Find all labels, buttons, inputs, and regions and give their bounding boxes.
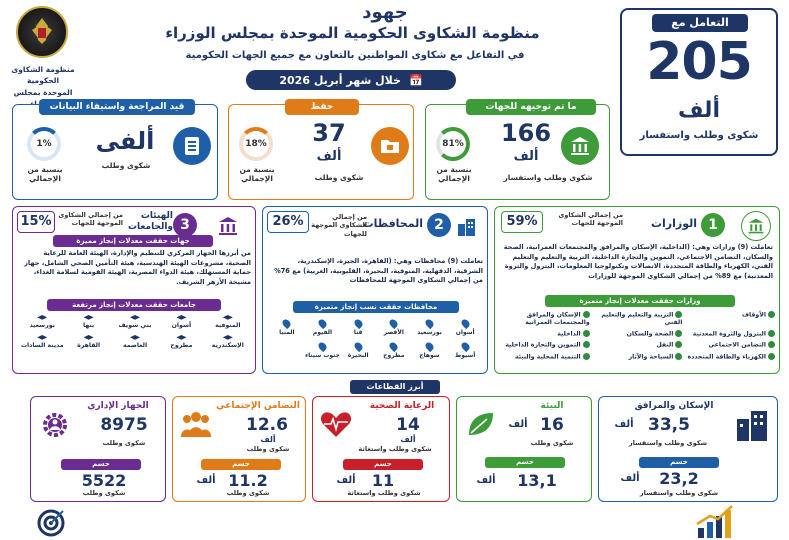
check-icon [583, 341, 590, 348]
logo-caption-line1: منظومة الشكاوى الحكومية [11, 65, 75, 86]
check-icon [768, 330, 775, 337]
ministries-percent: 59% [501, 211, 543, 233]
map-pin-icon [317, 341, 328, 352]
sector-housing-desc: شكوى وطلب واستفسار [628, 439, 708, 447]
sector-admin-name: الجهاز الإداري [87, 401, 149, 411]
map-pin-icon [353, 341, 364, 352]
check-icon [675, 353, 682, 360]
governorate-pin: مطروح [376, 342, 412, 359]
governorates-percent-label: من إجمالي الشكاوى الموجهة للجهات [311, 213, 367, 238]
directed-card [425, 104, 610, 200]
saved-label: شكوى وطلب [314, 173, 364, 182]
total-number: 205 [646, 32, 752, 92]
directed-unit: ألف [513, 149, 539, 164]
graduation-cap-icon [84, 315, 94, 321]
saved-card-head: حفظ [285, 99, 359, 115]
sector-health-resolved-unit: ألف [336, 475, 356, 486]
directed-card-head: ما تم توجيهه للجهات [466, 99, 596, 115]
university-item: بورسعيد [19, 315, 65, 329]
sector-environment-name: البيئة [540, 401, 564, 411]
bodies-percent-label: من إجمالي الشكاوى الموجهة للجهات [58, 211, 123, 228]
sector-housing-resolved-number: 23,2 [659, 469, 699, 488]
sector-health-resolved-label: حسم [343, 459, 423, 470]
governorate-pin: الأقصر [376, 319, 412, 336]
bodies-section [12, 206, 256, 374]
total-card [620, 8, 778, 156]
sector-health-number: 14 [396, 415, 420, 435]
map-pin-icon [460, 341, 471, 352]
page-subtitle: في التفاعل مع شكاوى المواطنين بالتعاون مع جميع الجهات الحكومية [185, 50, 525, 61]
bodies-paragraph: من أبرزها الجهاز المركزي للتنظيم والإدارة، الهيئة العامة للرعاية الصحية، مشروعات الهيئة الهندسية، هيئة التأمين الصحي الشامل، جهاز حماية المستهلك، هيئة الدواء المصرية، الهيئة القومية لسلامة الغذاء، مشيخة الأزهر الشريف. [24, 249, 251, 286]
governorates-percent: 26% [267, 211, 309, 233]
governorate-pin: بورسعيد [412, 319, 448, 336]
saved-percent-ring [239, 127, 273, 161]
check-icon [768, 353, 775, 360]
check-icon [675, 341, 682, 348]
map-pin-icon [424, 318, 435, 329]
sector-social-desc: شكوى وطلب [246, 445, 290, 453]
sector-admin [30, 396, 166, 502]
check-icon [675, 311, 682, 318]
check-item: الداخلية [501, 330, 590, 338]
graduation-cap-icon [37, 315, 47, 321]
saved-percent: 18% [245, 139, 267, 149]
sector-social-number: 12.6 [246, 415, 288, 435]
check-item: النقل [594, 341, 683, 349]
governorates-band: محافظات حققت نسب إنجاز متميزة [293, 301, 459, 313]
check-item: الإسكان والمرافق والمجتمعات العمرانية [525, 311, 590, 326]
university-item: العاصمة [112, 335, 158, 349]
sector-social-resolved-label: حسم [201, 459, 281, 470]
check-item: البترول والثروة المعدنية [686, 330, 775, 338]
check-icon [583, 353, 590, 360]
saved-percent-label: بنسبة من الإجمالي [239, 165, 275, 183]
sector-admin-resolved-label: حسم [61, 459, 141, 470]
university-item: أسوان [158, 315, 204, 329]
sector-admin-desc: شكوى وطلب [102, 439, 146, 447]
directed-number: 166 [500, 119, 552, 147]
government-seal-logo [16, 6, 68, 58]
sector-housing-name: الإسكان والمرافق [634, 401, 714, 411]
bodies-title-line1: الهيئات [140, 211, 173, 221]
governorates-paragraph: تعاملت (9) محافظات وهي: (القاهرة، الجيزة، الإسكندرية، الشرقية، الدقهلية، المنوفية، البحيرة، القليوبية، الغربية) مع 76% من إجمالي الشكاوى الموجهة للمحافظات [274, 257, 483, 285]
sector-social-resolved-number: 11.2 [228, 471, 268, 490]
ministries-percent-label: من إجمالي الشكاوى الموجهة للجهات [558, 211, 623, 228]
folder-lock-icon [371, 127, 409, 165]
saved-number: 37 [312, 119, 346, 147]
directed-percent-ring [436, 127, 470, 161]
institution-icon [213, 211, 243, 241]
map-pin-icon [388, 341, 399, 352]
sector-housing-resolved-label: حسم [639, 457, 719, 468]
checklist-icon [173, 127, 211, 165]
page-title-line1: جهود [362, 2, 408, 23]
review-card-head: قيد المراجعة واستيفاء البيانات [39, 99, 195, 115]
governorate-pin: قنا [340, 319, 376, 336]
ministry-building-icon [741, 211, 771, 241]
check-icon [768, 341, 775, 348]
check-item: التموين والتجارة الداخلية [501, 341, 590, 349]
check-item: التنمية المحلية والبيئة [501, 353, 590, 361]
university-item: مدينة السادات [19, 335, 65, 349]
leaves-icon [465, 409, 499, 443]
calendar-icon: 📅 [408, 73, 423, 87]
governorates-section [262, 206, 488, 374]
sector-health-unit: ألف [400, 435, 416, 444]
check-icon [583, 311, 590, 318]
sector-health-name: الرعاية الصحية [369, 401, 435, 411]
directed-percent-label: بنسبة من الإجمالي [436, 165, 472, 183]
ministries-section [494, 206, 780, 374]
review-percent-ring [27, 127, 61, 161]
map-pin-icon [424, 341, 435, 352]
sector-environment-number: 16 [540, 415, 564, 435]
total-unit: ألف [677, 98, 720, 123]
heart-pulse-icon [319, 409, 353, 443]
sector-social-resolved-unit: ألف [196, 475, 216, 486]
check-icon [768, 311, 775, 318]
city-building-icon [453, 213, 481, 241]
map-pin-icon [388, 318, 399, 329]
saved-unit: ألف [316, 149, 342, 164]
sector-social-unit: ألف [260, 435, 276, 444]
governorate-pin: جنوب سيناء [305, 342, 341, 359]
sector-housing-resolved-desc: شكوى وطلب واستفسار [639, 489, 719, 497]
sector-admin-resolved-number: 5522 [81, 471, 127, 490]
check-item: الكهرباء والطاقة المتجددة [686, 353, 775, 361]
total-description: شكوى وطلب واستفسار [639, 130, 759, 141]
sector-environment-resolved-label: حسم [485, 457, 565, 468]
bodies-title-line2: والجامعات [128, 221, 173, 232]
review-card [12, 104, 218, 200]
people-group-icon [179, 411, 213, 443]
sector-health-resolved-desc: شكوى وطلب واستغاثة [347, 489, 421, 497]
growth-chart-icon [694, 504, 736, 540]
ministries-number-badge: 1 [701, 213, 725, 237]
university-item: القاهرة [65, 335, 111, 349]
graduation-cap-icon [223, 315, 233, 321]
governorate-pin: أسوان [447, 319, 483, 336]
university-item: بني سويف [112, 315, 158, 329]
check-item: الأوقاف [686, 311, 775, 326]
bodies-band1: جهات حققت معدلات إنجاز مميزة [53, 235, 213, 247]
saved-card [228, 104, 414, 200]
review-label: شكوى وطلب [101, 161, 151, 170]
university-item: الإسكندرية [205, 335, 251, 349]
universities-list [19, 315, 251, 349]
sector-social [172, 396, 306, 502]
graduation-cap-icon [130, 335, 140, 341]
gear-people-icon [39, 409, 71, 445]
sector-housing-resolved-unit: ألف [620, 473, 640, 484]
ministries-checklist [501, 311, 775, 360]
ministries-band: وزارات حققت معدلات إنجاز متميزة [545, 295, 735, 307]
map-pin-icon [353, 318, 364, 329]
sector-health-desc: شكوى وطلب واستغاثة [358, 445, 432, 453]
graduation-cap-icon [176, 315, 186, 321]
sector-housing [598, 396, 778, 502]
review-percent-label: بنسبة من الإجمالي [27, 165, 63, 183]
total-tag: التعامل مع [652, 14, 748, 32]
sector-environment-desc: شكوى وطلب [530, 439, 574, 447]
sector-environment [456, 396, 592, 502]
review-number: ألفى [95, 127, 155, 155]
directed-percent: 81% [442, 139, 464, 149]
graduation-cap-icon [176, 335, 186, 341]
governorates-pins [269, 319, 483, 359]
graduation-cap-icon [130, 315, 140, 321]
check-item: الصحة والسكان [594, 330, 683, 338]
governorate-pin: الفيوم [305, 319, 341, 336]
sector-health [312, 396, 450, 502]
governorate-pin: البحيرة [340, 342, 376, 359]
bodies-percent: 15% [17, 211, 55, 233]
page-title-line2: منظومة الشكاوى الحكومية الموحدة بمجلس الوزراء [165, 24, 540, 42]
month-pill [246, 70, 456, 90]
governorates-title: المحافظات [362, 217, 423, 230]
check-item: التربية والتعليم والتعليم الفني [601, 311, 683, 326]
map-pin-icon [460, 318, 471, 329]
sector-social-resolved-desc: شكوى وطلب [226, 489, 270, 497]
month-label: خلال شهر أبريل 2026 [279, 73, 401, 87]
sector-housing-unit: ألف [614, 419, 634, 430]
university-item: المنوفية [205, 315, 251, 329]
sector-housing-number: 33,5 [648, 415, 690, 435]
directed-label: شكوى وطلب واستفسار [503, 173, 593, 182]
check-icon [583, 330, 590, 337]
governorate-pin: أسيوط [447, 342, 483, 359]
ministries-title: الوزارات [650, 217, 697, 230]
check-item: التضامن الاجتماعي [686, 341, 775, 349]
graduation-cap-icon [84, 335, 94, 341]
sectors-tag: أبرز القطاعات [350, 380, 440, 394]
sector-admin-number: 8975 [100, 415, 148, 435]
map-pin-icon [317, 318, 328, 329]
bank-icon [561, 127, 599, 165]
bodies-title [123, 211, 173, 233]
target-icon [36, 508, 66, 540]
governorates-number-badge: 2 [427, 213, 451, 237]
sector-environment-unit: ألف [508, 419, 528, 430]
bodies-band2: جامعات حققت معدلات إنجاز مرتفعة [47, 299, 221, 311]
review-percent: 1% [36, 139, 52, 149]
logo-caption-line2: الموحدة بمجلس [13, 87, 73, 97]
map-pin-icon [281, 318, 292, 329]
check-item: السياحة والآثار [594, 353, 683, 361]
university-item: مطروح [158, 335, 204, 349]
sector-health-resolved-number: 11 [371, 471, 395, 490]
sector-environment-resolved-number: 13,1 [517, 471, 557, 490]
graduation-cap-icon [223, 335, 233, 341]
sector-environment-resolved-unit: ألف [476, 475, 496, 486]
ministries-paragraph: تعاملت (9) وزارات وهي: (الداخلية، الإسكان والمرافق والمجتمعات العمرانية، الصحة والسكان، التضامن الاجتماعي، التموين والتجارة الداخلية، التربية والتعليم والتعليم الفني، الكهرباء والطاقة المتجددة، الاتصالات وتكنولوجيا المعلومات، البترول والثروة المعدنية) مع 89% من إجمالي الشكاوى الموجهة للوزارات [503, 243, 773, 280]
bodies-number-badge: 3 [173, 213, 197, 237]
governorate-pin: المنيا [269, 319, 305, 336]
sector-social-name: التضامن الإجتماعي [216, 401, 300, 411]
governorate-pin: سوهاج [412, 342, 448, 359]
graduation-cap-icon [37, 335, 47, 341]
university-item: بنها [65, 315, 111, 329]
check-icon [675, 330, 682, 337]
sector-admin-resolved-desc: شكوى وطلب [82, 489, 126, 497]
buildings-icon [735, 407, 771, 447]
